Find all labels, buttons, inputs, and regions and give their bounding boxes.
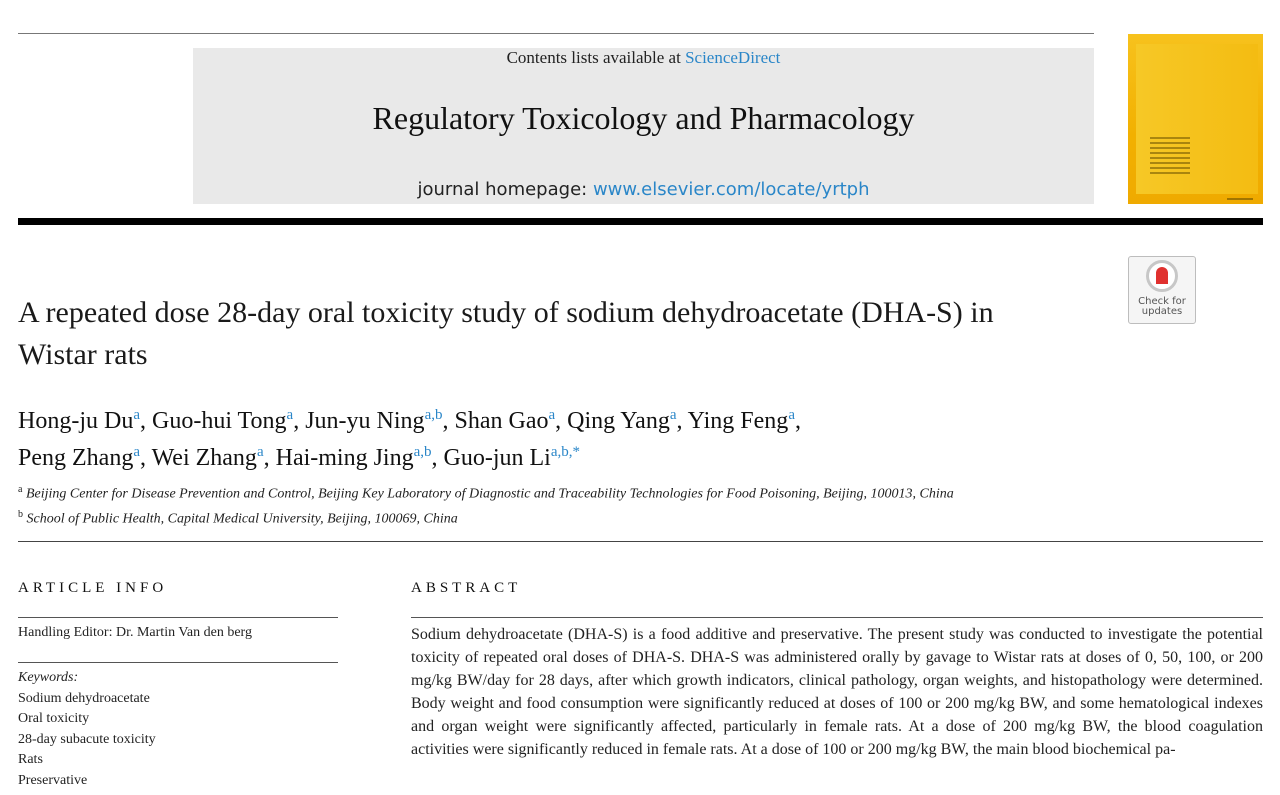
check-for-updates-label: Check for updates [1138, 296, 1186, 317]
info-rule [18, 617, 338, 618]
homepage-link[interactable]: www.elsevier.com/locate/yrtph [592, 179, 870, 200]
author-list: Hong-ju Du$^a$, Guo-hui Tong$^a$, Jun-yu Ning$^{a,b}$, Shan Gao$^a$, Qing Yang$^a$, Ying Feng$^a$, Peng Zhang$^a$, Wei Zhang$^a$, Hai-ming Jing$^{a,b}$, Guo-jun $Li^{a,b,*}$ [18, 407, 801, 471]
article-info-heading: ARTICLE INFO [18, 580, 168, 596]
author[interactable]: Guo-hui Tong$^a$ [152, 407, 294, 434]
keyword: Preservative [18, 772, 88, 788]
crossmark-icon [1146, 260, 1178, 292]
affiliation: $^b$ School of Public Health, Capital Medical University, Beijing, 100069, China [18, 508, 458, 527]
keyword: Oral toxicity [18, 711, 90, 726]
contents-prefix: Contents lists available at [506, 48, 686, 67]
section-divider [18, 541, 1263, 542]
handling-editor: Handling Editor: Dr. Martin Van den berg [18, 625, 252, 640]
homepage-line [193, 179, 1094, 200]
check-for-updates-button[interactable] [1128, 256, 1196, 324]
author[interactable]: Qing Yang$^a$ [567, 407, 677, 434]
affiliations [18, 480, 1218, 529]
contents-line [193, 48, 1094, 68]
author[interactable]: Peng Zhang$^a$ [18, 444, 140, 471]
abstract-heading: ABSTRACT [411, 580, 522, 596]
keyword: 28-day subacute toxicity [18, 731, 156, 747]
sciencedirect-link[interactable]: ScienceDirect [685, 48, 781, 67]
info-rule [18, 662, 338, 663]
author[interactable]: Jun-yu Ning$^{a,b}$ [305, 407, 443, 434]
keywords-label: Keywords: [18, 670, 79, 685]
keyword: Rats [18, 752, 43, 767]
homepage-prefix: journal homepage: [417, 179, 593, 200]
author[interactable]: Shan Gao$^a$ [454, 407, 556, 434]
cover-text-lines [1150, 134, 1190, 177]
journal-cover-image[interactable] [1128, 34, 1263, 204]
article-title: A repeated dose 28-day oral toxicity study of sodium dehydroacetate (DHA-S) in Wistar rats [18, 296, 994, 371]
keywords-block [18, 668, 156, 791]
author[interactable]: Guo-jun $Li^{a,b,*}$ [443, 444, 581, 471]
header-rule [18, 33, 1094, 34]
masthead-rule [18, 218, 1263, 225]
publisher-logo [18, 48, 178, 204]
author[interactable]: Hai-ming Jing$^{a,b}$ [275, 444, 432, 471]
abstract-text: Sodium dehydroacetate (DHA-S) is a food additive and preservative. The present study was conducted to investigate the potential toxicity of repeated oral doses of DHA-S. DHA-S was administered orally by gavage to Wistar rats at doses of 0, 50, 100, or 200 mg/kg BW/day for 28 days, after which growth indicators, clinical pathology, organ weights, and histopathology were determined. Body weight and food consumption were significantly reduced at doses of 100 or 200 mg/kg BW, and some hematological indexes and organ weight were significantly affected, particularly in female rats. At a dose of 200 mg/kg BW, the blood coagulation activities were significantly reduced in female rats. At a dose of 100 or 200 mg/kg BW, the main blood biochemical pa- [411, 626, 1263, 758]
author[interactable]: Ying Feng$^a$ [687, 407, 795, 434]
author[interactable]: Wei Zhang$^a$ [151, 444, 264, 471]
affiliation: $^a$ Beijing Center for Disease Prevention and Control, Beijing Key Laboratory of Diagnostic and Traceability Technologies for Food Poisoning, Beijing, 100013, China [18, 484, 954, 502]
cover-publisher-mark [1227, 198, 1253, 200]
author[interactable]: Hong-ju Du$^a$ [18, 407, 140, 434]
journal-title: Regulatory Toxicology and Pharmacology [372, 100, 915, 136]
abstract-rule [411, 617, 1263, 618]
keyword: Sodium dehydroacetate [18, 690, 150, 706]
